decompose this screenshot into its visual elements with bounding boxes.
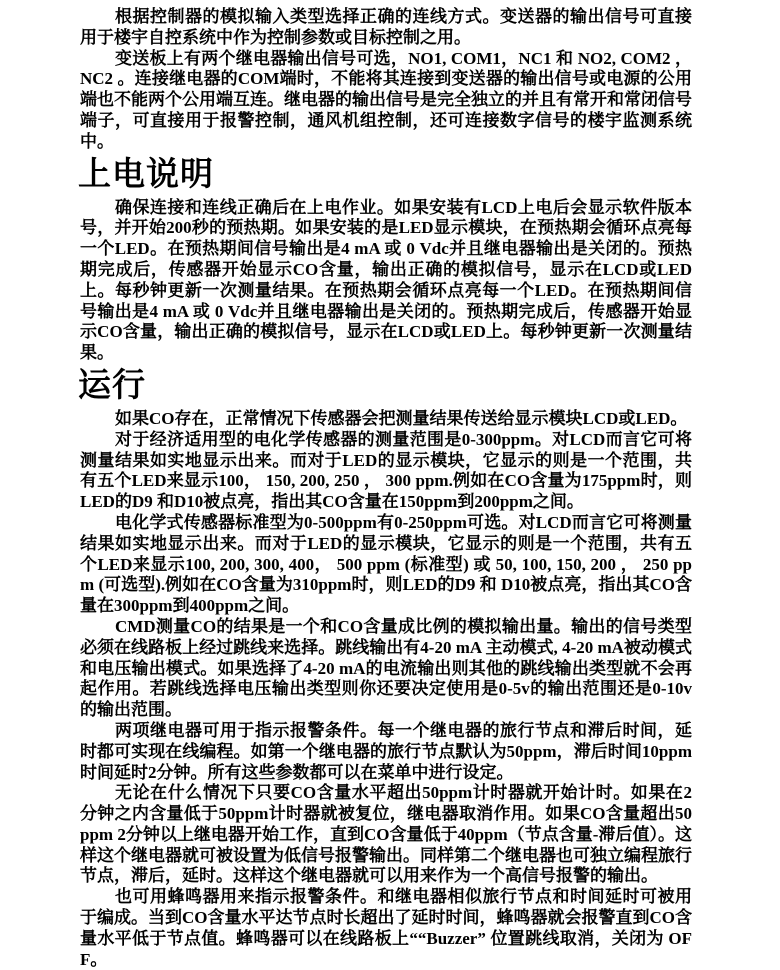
section-power-on	[80, 155, 692, 364]
intro-paragraph-wiring: 根据控制器的模拟输入类型选择正确的连线方式。变送器的输出信号可直接用于楼宇自控系统中作为控制参数或目标控制之用。	[80, 7, 692, 47]
operation-paragraph-relay-programming: 两项继电器可用于指示报警条件。每一个继电器的旅行节点和滞后时间，延时都可实现在线编程。如第一个继电器的旅行节点默认为50ppm，滞后时间10ppm时间延时2分钟。所有这些参数都可以在菜单中进行设定。	[80, 720, 692, 782]
operation-paragraph-relay-timing: 无论在什么情况下只要CO含量水平超出50ppm计时器就开始计时。如果在2分钟之内含量低于50ppm计时器就被复位，继电器取消作用。如果CO含量超出50ppm 2分钟以上继电器开始工作，直到CO含量低于40ppm（节点含量-滞后值）。这样这个继电器就可被设置为低信号报警输出。同样第二个继电器也可独立编程旅行节点，滞后，延时。这样这个继电器就可以用来作为一个高信号报警的输出。	[80, 783, 692, 886]
operation-paragraph-display: 如果CO存在，正常情况下传感器会把测量结果传送给显示模块LCD或LED。	[115, 408, 688, 428]
operation-paragraph-economy-range: 对于经济适用型的电化学传感器的测量范围是0-300ppm。对LCD而言它可将测量结果如实地显示出来。而对于LED的显示模块，它显示的则是一个范围，共有五个LED来显示100， 150, 200, 250 ， 300 ppm.例如在CO含量为175ppm时，则LED的D9 和D10被点亮，指出其CO含量在150ppm到200ppm之间。	[80, 429, 692, 512]
operation-paragraph-standard-range: 电化学式传感器标准型为0-500ppm有0-250ppm可选。对LCD而言它可将测量结果如实地显示出来。而对于LED的显示模块，它显示的则是一个范围，共有五个LED来显示100, 200, 300, 400， 500 ppm (标准型) 或 50, 100, 150, 200 ， 250 ppm (可选型).例如在CO含量为310ppm时，则LED的D9 和 D10被点亮，指出其CO含量在300ppm到400ppm之间。	[80, 512, 692, 616]
operation-paragraph-buzzer: 也可用蜂鸣器用来指示报警条件。和继电器相似旅行节点和时间延时可被用于编成。当到CO含量水平达节点时长超出了延时时间，蜂鸣器就会报警直到CO含量水平低于节点值。蜂鸣器可以在线路板上““Buzzer” 位置跳线取消，关闭为 OFF。	[80, 887, 692, 969]
operation-paragraph-analog-output: CMD测量CO的结果是一个和CO含量成比例的模拟输出量。输出的信号类型必须在线路板上经过跳线来选择。跳线输出有4-20 mA 主动模式, 4-20 mA被动模式和电压输出模式。如果选择了4-20 mA的电流输出则其他的跳线输出类型就不会再起作用。若跳线选择电压输出类型则你还要决定使用是0-5v的输出范围还是0-10v的输出范围。	[80, 616, 692, 720]
section-heading-operation: 运行	[78, 367, 146, 404]
intro-paragraph-relay-outputs: 变送板上有两个继电器输出信号可选，NO1, COM1，NC1 和 NO2, COM2 ，NC2 。连接继电器的COM端时，不能将其连接到变送器的输出信号或电源的公用端也不能两个公用端互连。继电器的输出信号是完全独立的并且有常开和常闭信号端子，可直接用于报警控制，通风机组控制，还可连接数字信号的楼宇监测系统中。	[80, 48, 692, 151]
section-heading-power-on: 上电说明	[78, 156, 214, 193]
section-operation	[80, 366, 692, 970]
intro-section	[80, 7, 692, 153]
power-on-paragraph: 确保连接和连线正确后在上电作业。如果安装有LCD上电后会显示软件版本号，并开始200秒的预热期。如果安装的是LED显示模块，在预热期会循环点亮每一个LED。在预热期间信号输出是4 mA 或 0 Vdc并且继电器输出是关闭的。预热期完成后，传感器开始显示CO含量，输出正确的模拟信号，显示在LCD或LED上。每秒钟更新一次测量结果。在预热期会循环点亮每一个LED。在预热期间信号输出是4 mA 或 0 Vdc并且继电器输出是关闭的。预热期完成后，传感器开始显示CO含量，输出正确的模拟信号，显示在LCD或LED上。每秒钟更新一次测量结果。	[80, 197, 692, 363]
